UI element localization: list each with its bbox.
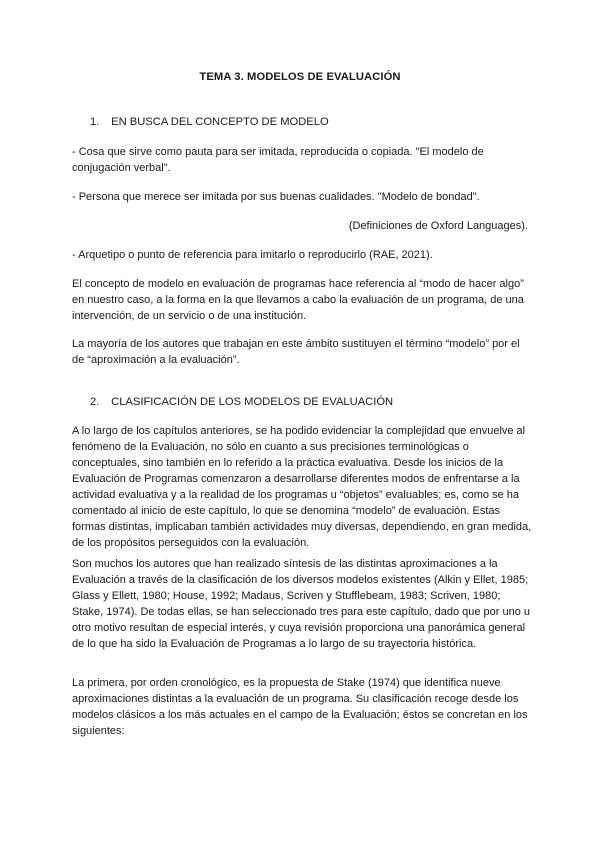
section-2-number: 2. bbox=[90, 396, 100, 408]
paragraph-concept-model: El concepto de modelo en evaluación de programas hace referencia al “modo de hacer algo” en nuestro caso, a la forma en la que llevamos a cabo la evaluación de un programa, de una intervención, de un servicio o de una institución. bbox=[72, 278, 524, 322]
paragraph-stake-proposal: La primera, por orden cronológico, es la propuesta de Stake (1974) que identifica nueve aproximaciones distintas a la evaluación de un programa. Su clasificación recoge desde los modelos clásicos a los más actuales en el campo de la Evaluación; éstos se concretan en los siguientes: bbox=[72, 677, 528, 737]
paragraph-authors-synthesis: Son muchos los autores que han realizado síntesis de las distintas aproximaciones a la Evaluación a través de la clasificación de los diversos modelos existentes (Alkin y Ellet, 1985; Glass y Ellett, 1980; House, 1992; Madaus, Scriven y Stufflebeam, 1983; Scriven, 1980; Stake, 1974). De todas ellas, se han seleccionado tres para este capítulo, dado que por uno u otro motivo resultan de especial interés, y cuya revisión proporciona una panorámica general de lo que ha sido la Evaluación de Programas a lo largo de su trayectoria histórica. bbox=[72, 558, 531, 650]
paragraph-authors-approach: La mayoría de los autores que trabajan en este ámbito sustituyen el término “modelo” por el de “aproximación a la evaluación”. bbox=[72, 338, 520, 366]
section-1-number: 1. bbox=[90, 116, 100, 128]
paragraph-evaluation-complexity: A lo largo de los capítulos anteriores, se ha podido evidenciar la complejidad que envuelve al fenómeno de la Evaluación, no sólo en cuanto a sus precisiones terminológicas o conceptuales, sino también en lo referido a la práctica evaluativa. Desde los inicios de la Evaluación de Programas comenzaron a desarrollarse diferentes modos de enfrentarse a la actividad evaluativa y a la realidad de los programas u “objetos” evaluables; es, como se ha comentado al inicio de este capítulo, lo que se denomina “modelo” de evaluación. Estas formas distintas, implicaban también actividades muy diversas, dependiendo, en gran medida, de los propósitos perseguidos con la evaluación. bbox=[72, 425, 532, 549]
definition-3: - Arquetipo o punto de referencia para imitarlo o reproducirlo (RAE, 2021). bbox=[72, 249, 433, 261]
definition-1: - Cosa que sirve como pauta para ser imitada, reproducida o copiada. "El modelo de conjugación verbal". bbox=[72, 146, 484, 174]
document-title: TEMA 3. MODELOS DE EVALUACIÓN bbox=[199, 71, 401, 83]
section-1-heading bbox=[90, 116, 329, 128]
definition-2: - Persona que merece ser imitada por sus buenas cualidades. "Modelo de bondad". bbox=[72, 191, 480, 203]
section-1-heading-text: EN BUSCA DEL CONCEPTO DE MODELO bbox=[111, 116, 329, 128]
section-2-heading-text: CLASIFICACIÓN DE LOS MODELOS DE EVALUACIÓN bbox=[111, 396, 394, 408]
section-2-heading bbox=[90, 396, 393, 408]
definitions-source: (Definiciones de Oxford Languages). bbox=[348, 220, 528, 232]
